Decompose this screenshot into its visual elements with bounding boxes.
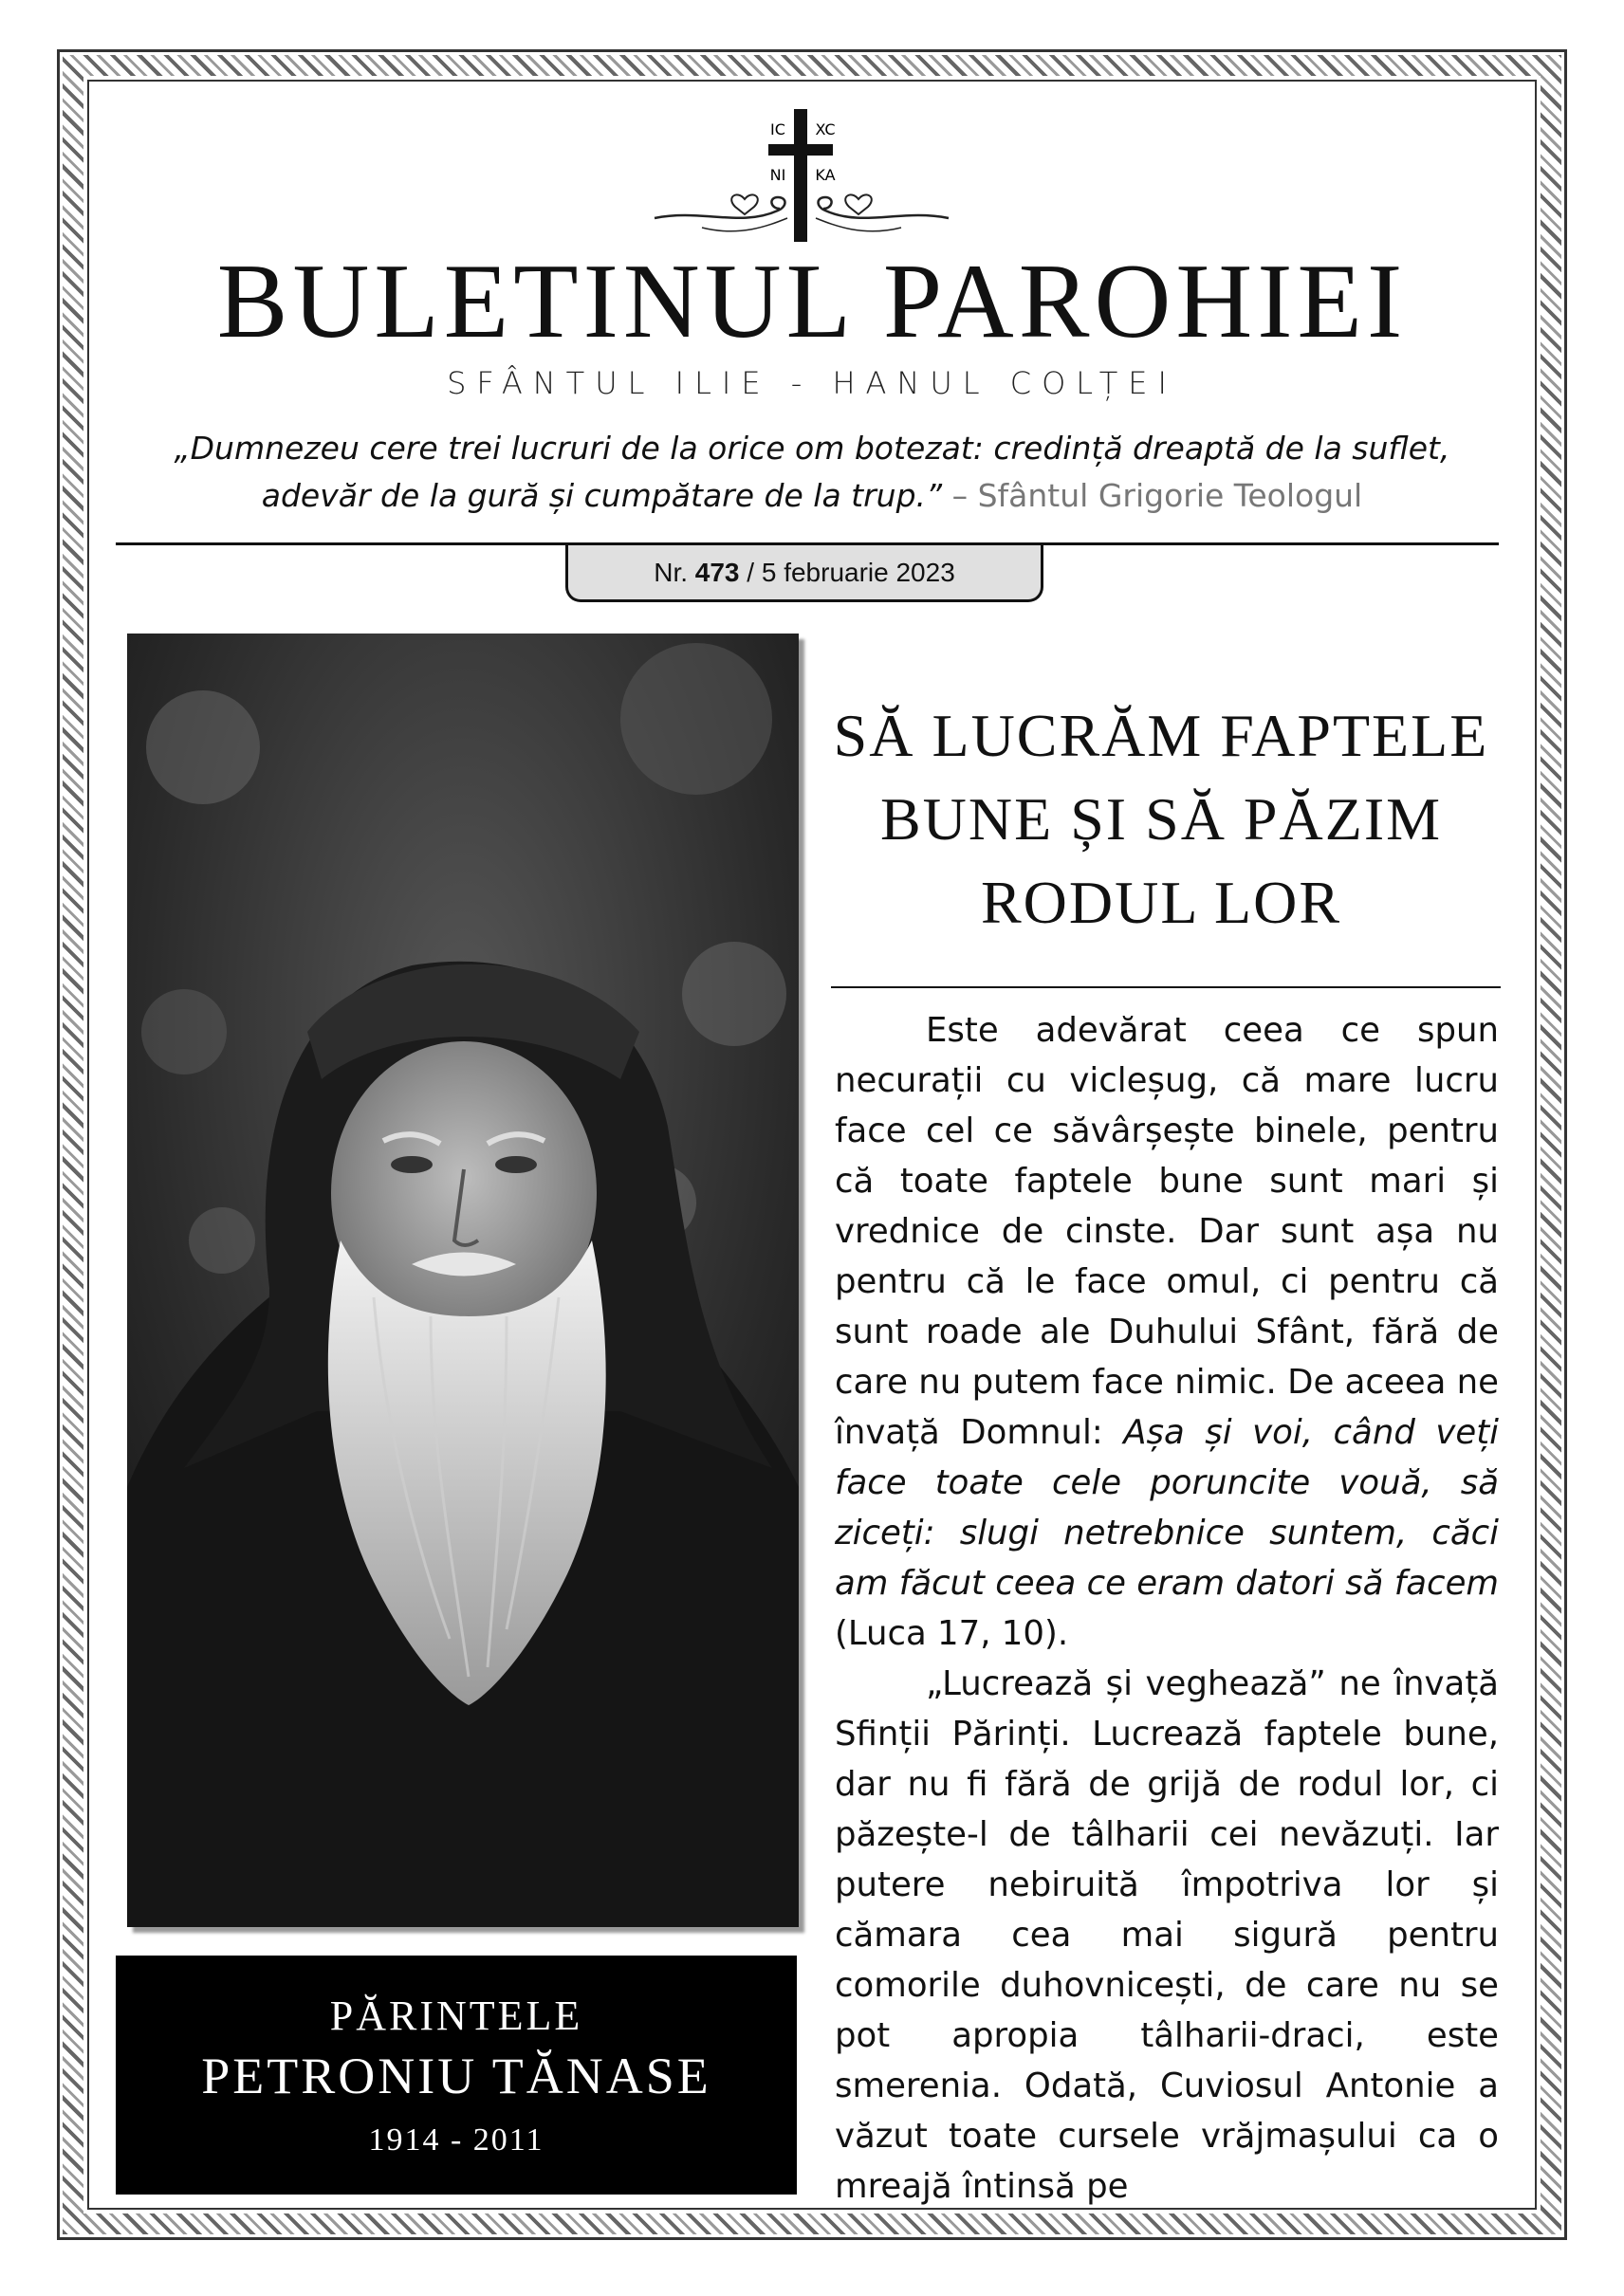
portrait-photo	[127, 634, 799, 1927]
portrait-caption	[116, 1956, 797, 2195]
motto-author: Sfântul Grigorie Teologul	[977, 476, 1363, 514]
motto	[123, 425, 1501, 519]
caption-line1: PĂRINTELE	[329, 1993, 583, 2039]
issue-tab	[565, 545, 1043, 602]
monogram-ka: KA	[815, 166, 836, 184]
article-body	[835, 1005, 1499, 2212]
monogram-xc: XC	[815, 120, 836, 138]
issue-number: 473	[694, 557, 740, 587]
motto-separator: –	[942, 476, 978, 514]
masthead-subtitle: SFÂNTUL ILIE - HANUL COLȚEI	[447, 365, 1177, 401]
p1-text: Este adevărat ceea ce spun necurații cu vicleșug, că mare lucru face cel ce săvârșește binele, pentru că toate faptele bune sunt mari și vrednice de cinste. Dar sunt așa nu pentru că le face omul, ci pentru că sunt roade ale Duhului Sfânt, fără de care nu putem face nimic. De aceea ne învață Domnul:	[835, 1011, 1499, 1452]
article-title-line2: BUNE ȘI SĂ PĂZIM	[879, 785, 1443, 853]
article-title-line1: SĂ LUCRĂM FAPTELE	[833, 702, 1489, 769]
article-paragraph-2: „Lucrează și veghează” ne învață Sfinții Părinți. Lucrează faptele bune, dar nu fi fără de grijă de rodul lor, ci păzește-l de tâlharii cei nevăzuți. Iar putere nebiruită împotriva lor și cămara cea mai sigură pentru comorile duhovnicești, de care nu se pot apropia tâlharii-draci, este smerenia. Odată, Cuviosul Antonie a văzut toate cursele vrăjmașului ca o mreajă întinsă pe	[835, 1664, 1499, 2206]
masthead-title: BULETINUL PAROHIEI	[216, 243, 1408, 360]
motto-quote: „Dumnezeu cere trei lucruri de la orice om botezat: credință dreaptă de la suflet, adevăr de la gură și cumpătare de la trup.”	[174, 430, 1450, 514]
caption-name: PETRONIU TĂNASE	[201, 2048, 711, 2104]
monogram-ic: IC	[770, 120, 785, 138]
article-title	[818, 694, 1504, 945]
article-title-line3: RODUL LOR	[980, 869, 1342, 936]
monogram-ni: NI	[769, 166, 786, 184]
article-paragraph-1	[835, 1005, 1499, 1659]
orthodox-cross-icon	[645, 104, 958, 247]
issue-date: / 5 februarie 2023	[747, 557, 955, 587]
article-rule	[831, 986, 1501, 988]
caption-years: 1914 - 2011	[368, 2122, 544, 2158]
issue-prefix: Nr.	[654, 557, 688, 587]
p1-scripture-quote: Așa și voi, când veți face toate cele poruncite vouă, să ziceți: slugi netrebnice suntem, căci am făcut ceea ce eram datori să facem	[835, 1413, 1499, 1603]
p1-reference: (Luca 17, 10).	[835, 1614, 1069, 1653]
